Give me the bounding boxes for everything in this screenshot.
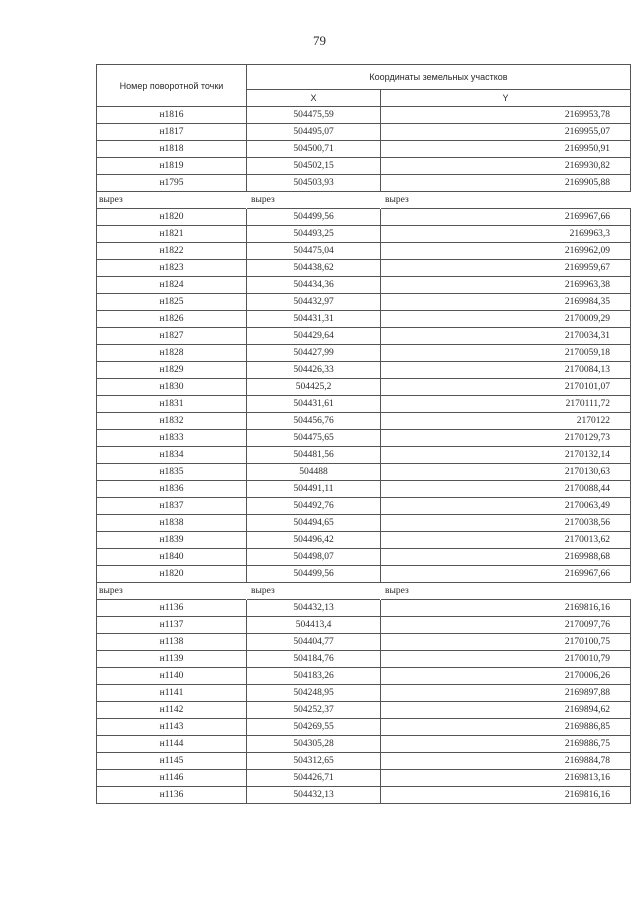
x-coordinate-cell: 504432,13: [247, 787, 381, 804]
table-row: [97, 617, 631, 634]
separator-cell: вырез: [251, 195, 275, 205]
point-id-cell: н1816: [97, 107, 247, 124]
table-row: [97, 600, 631, 617]
x-coordinate-cell: 504248,95: [247, 685, 381, 702]
y-coordinate-cell: 2170122: [381, 413, 631, 430]
table-body: [97, 107, 631, 804]
table-row: [97, 498, 631, 515]
x-coordinate-cell: 504431,61: [247, 396, 381, 413]
table-row: [97, 719, 631, 736]
table-row: [97, 226, 631, 243]
table-row: [97, 668, 631, 685]
y-coordinate-cell: 2170034,31: [381, 328, 631, 345]
table-row: [97, 736, 631, 753]
point-id-cell: н1818: [97, 141, 247, 158]
point-id-cell: н1821: [97, 226, 247, 243]
table-row: [97, 345, 631, 362]
point-id-cell: н1839: [97, 532, 247, 549]
y-coordinate-cell: 2169950,91: [381, 141, 631, 158]
point-id-cell: н1829: [97, 362, 247, 379]
point-id-cell: н1832: [97, 413, 247, 430]
table-row: [97, 107, 631, 124]
table-row: [97, 464, 631, 481]
y-coordinate-cell: 2170010,79: [381, 651, 631, 668]
table-row: [97, 311, 631, 328]
table-row: [97, 549, 631, 566]
table-row: [97, 702, 631, 719]
x-coordinate-cell: 504456,76: [247, 413, 381, 430]
y-coordinate-cell: 2169984,35: [381, 294, 631, 311]
point-id-cell: н1817: [97, 124, 247, 141]
y-coordinate-cell: 2170100,75: [381, 634, 631, 651]
x-coordinate-cell: 504475,04: [247, 243, 381, 260]
x-coordinate-cell: 504500,71: [247, 141, 381, 158]
table-row: [97, 753, 631, 770]
x-coordinate-cell: 504495,07: [247, 124, 381, 141]
y-coordinate-cell: 2169813,16: [381, 770, 631, 787]
point-id-cell: н1825: [97, 294, 247, 311]
y-coordinate-cell: 2169897,88: [381, 685, 631, 702]
table-row: [97, 770, 631, 787]
point-id-cell: н1833: [97, 430, 247, 447]
point-id-cell: н1822: [97, 243, 247, 260]
point-id-cell: н1824: [97, 277, 247, 294]
table-row: [97, 430, 631, 447]
x-coordinate-cell: 504432,13: [247, 600, 381, 617]
x-coordinate-cell: 504438,62: [247, 260, 381, 277]
y-coordinate-cell: 2169967,66: [381, 209, 631, 226]
separator-row: [97, 192, 631, 209]
separator-cell: вырез: [385, 586, 409, 596]
y-coordinate-cell: 2169953,78: [381, 107, 631, 124]
table-row: [97, 124, 631, 141]
y-coordinate-cell: 2170097,76: [381, 617, 631, 634]
table-row: [97, 260, 631, 277]
table-row: [97, 243, 631, 260]
y-coordinate-cell: 2169967,66: [381, 566, 631, 583]
x-coordinate-cell: 504499,56: [247, 566, 381, 583]
point-id-cell: н1827: [97, 328, 247, 345]
x-coordinate-cell: 504499,56: [247, 209, 381, 226]
point-id-cell: н1835: [97, 464, 247, 481]
y-coordinate-cell: 2170006,26: [381, 668, 631, 685]
x-coordinate-cell: 504488: [247, 464, 381, 481]
point-id-cell: н1840: [97, 549, 247, 566]
x-coordinate-cell: 504269,55: [247, 719, 381, 736]
x-coordinate-cell: 504312,65: [247, 753, 381, 770]
point-id-cell: н1137: [97, 617, 247, 634]
y-coordinate-cell: 2170111,72: [381, 396, 631, 413]
y-coordinate-cell: 2170132,14: [381, 447, 631, 464]
table-row: [97, 277, 631, 294]
y-coordinate-cell: 2170059,18: [381, 345, 631, 362]
x-coordinate-cell: 504491,11: [247, 481, 381, 498]
table-row: [97, 362, 631, 379]
table-row: [97, 634, 631, 651]
separator-row: [97, 583, 631, 600]
x-coordinate-cell: 504425,2: [247, 379, 381, 396]
y-coordinate-cell: 2169886,85: [381, 719, 631, 736]
point-id-cell: н1837: [97, 498, 247, 515]
header-y: Y: [381, 90, 631, 107]
table-row: [97, 532, 631, 549]
point-id-cell: н1144: [97, 736, 247, 753]
point-id-cell: н1828: [97, 345, 247, 362]
y-coordinate-cell: 2169963,3: [381, 226, 631, 243]
header-point-number: Номер поворотной точки: [97, 65, 247, 107]
point-id-cell: н1838: [97, 515, 247, 532]
y-coordinate-cell: 2169884,78: [381, 753, 631, 770]
y-coordinate-cell: 2169816,16: [381, 600, 631, 617]
point-id-cell: н1836: [97, 481, 247, 498]
y-coordinate-cell: 2170129,73: [381, 430, 631, 447]
x-coordinate-cell: 504503,93: [247, 175, 381, 192]
point-id-cell: н1795: [97, 175, 247, 192]
y-coordinate-cell: 2170063,49: [381, 498, 631, 515]
x-coordinate-cell: 504493,25: [247, 226, 381, 243]
point-id-cell: н1830: [97, 379, 247, 396]
point-id-cell: н1145: [97, 753, 247, 770]
point-id-cell: н1831: [97, 396, 247, 413]
separator-cell: вырез: [97, 583, 247, 600]
table-row: [97, 141, 631, 158]
point-id-cell: н1143: [97, 719, 247, 736]
y-coordinate-cell: 2169963,38: [381, 277, 631, 294]
x-coordinate-cell: 504492,76: [247, 498, 381, 515]
table-row: [97, 566, 631, 583]
point-id-cell: н1141: [97, 685, 247, 702]
x-coordinate-cell: 504183,26: [247, 668, 381, 685]
x-coordinate-cell: 504494,65: [247, 515, 381, 532]
point-id-cell: н1140: [97, 668, 247, 685]
point-id-cell: н1819: [97, 158, 247, 175]
x-coordinate-cell: 504404,77: [247, 634, 381, 651]
x-coordinate-cell: 504431,31: [247, 311, 381, 328]
x-coordinate-cell: 504426,71: [247, 770, 381, 787]
table-row: [97, 294, 631, 311]
table-row: [97, 209, 631, 226]
y-coordinate-cell: 2169905,88: [381, 175, 631, 192]
y-coordinate-cell: 2170101,07: [381, 379, 631, 396]
x-coordinate-cell: 504432,97: [247, 294, 381, 311]
page-number: 79: [313, 33, 326, 48]
table-row: [97, 481, 631, 498]
x-coordinate-cell: 504427,99: [247, 345, 381, 362]
x-coordinate-cell: 504475,59: [247, 107, 381, 124]
point-id-cell: н1136: [97, 787, 247, 804]
table-row: [97, 175, 631, 192]
x-coordinate-cell: 504426,33: [247, 362, 381, 379]
table-row: [97, 158, 631, 175]
point-id-cell: н1146: [97, 770, 247, 787]
y-coordinate-cell: 2170013,62: [381, 532, 631, 549]
y-coordinate-cell: 2169930,82: [381, 158, 631, 175]
x-coordinate-cell: 504496,42: [247, 532, 381, 549]
y-coordinate-cell: 2169959,67: [381, 260, 631, 277]
table-row: [97, 685, 631, 702]
x-coordinate-cell: 504252,37: [247, 702, 381, 719]
table-row: [97, 396, 631, 413]
x-coordinate-cell: 504184,76: [247, 651, 381, 668]
y-coordinate-cell: 2169886,75: [381, 736, 631, 753]
point-id-cell: н1820: [97, 209, 247, 226]
header-coordinates: Координаты земельных участков: [247, 65, 631, 90]
y-coordinate-cell: 2170130,63: [381, 464, 631, 481]
separator-cell: вырез: [385, 195, 409, 205]
point-id-cell: н1823: [97, 260, 247, 277]
y-coordinate-cell: 2170084,13: [381, 362, 631, 379]
y-coordinate-cell: 2169816,16: [381, 787, 631, 804]
header-x: X: [247, 90, 381, 107]
separator-cell: вырез: [97, 192, 247, 209]
y-coordinate-cell: 2169955,07: [381, 124, 631, 141]
point-id-cell: н1826: [97, 311, 247, 328]
y-coordinate-cell: 2169962,09: [381, 243, 631, 260]
x-coordinate-cell: 504429,64: [247, 328, 381, 345]
point-id-cell: н1834: [97, 447, 247, 464]
table-row: [97, 787, 631, 804]
table-row: [97, 447, 631, 464]
y-coordinate-cell: 2169988,68: [381, 549, 631, 566]
y-coordinate-cell: 2170009,29: [381, 311, 631, 328]
table-header: [97, 65, 631, 107]
table-row: [97, 379, 631, 396]
x-coordinate-cell: 504498,07: [247, 549, 381, 566]
x-coordinate-cell: 504502,15: [247, 158, 381, 175]
table-row: [97, 515, 631, 532]
separator-cell: вырез: [251, 586, 275, 596]
point-id-cell: н1142: [97, 702, 247, 719]
y-coordinate-cell: 2170038,56: [381, 515, 631, 532]
x-coordinate-cell: 504413,4: [247, 617, 381, 634]
point-id-cell: н1136: [97, 600, 247, 617]
point-id-cell: н1820: [97, 566, 247, 583]
x-coordinate-cell: 504475,65: [247, 430, 381, 447]
table-row: [97, 328, 631, 345]
table-row: [97, 651, 631, 668]
y-coordinate-cell: 2170088,44: [381, 481, 631, 498]
x-coordinate-cell: 504305,28: [247, 736, 381, 753]
table-row: [97, 413, 631, 430]
x-coordinate-cell: 504481,56: [247, 447, 381, 464]
x-coordinate-cell: 504434,36: [247, 277, 381, 294]
point-id-cell: н1139: [97, 651, 247, 668]
point-id-cell: н1138: [97, 634, 247, 651]
coordinates-table: [96, 64, 631, 804]
y-coordinate-cell: 2169894,62: [381, 702, 631, 719]
